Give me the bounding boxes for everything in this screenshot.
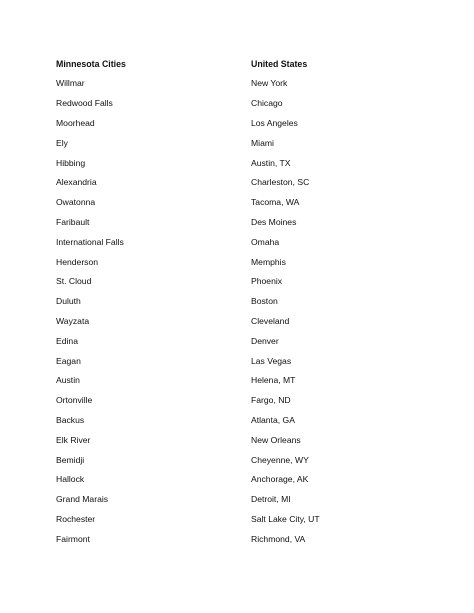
cities-table: [56, 54, 356, 549]
minnesota-city-cell: Fairmont: [56, 533, 90, 544]
us-city-cell: Richmond, VA: [251, 533, 306, 544]
minnesota-city-cell: Grand Marais: [56, 494, 109, 505]
us-city-cell: New York: [251, 78, 288, 89]
minnesota-city-cell: St. Cloud: [56, 276, 92, 287]
minnesota-city-cell: Elk River: [56, 434, 91, 445]
table-row: [56, 74, 356, 94]
us-city-cell: Austin, TX: [251, 157, 291, 168]
minnesota-city-cell: Ely: [56, 137, 68, 148]
table-row: [56, 430, 356, 450]
table-row: [56, 153, 356, 173]
us-city-cell: Las Vegas: [251, 355, 292, 366]
minnesota-city-cell: Alexandria: [56, 177, 97, 188]
us-city-cell: Denver: [251, 335, 279, 346]
us-city-cell: Salt Lake City, UT: [251, 513, 320, 524]
table-row: [56, 391, 356, 411]
table-row: [56, 193, 356, 213]
table-row: [56, 371, 356, 391]
table-row: [56, 311, 356, 331]
us-city-cell: Des Moines: [251, 216, 297, 227]
table-body: [56, 74, 356, 549]
table-row: [56, 272, 356, 292]
table-row: [56, 173, 356, 193]
us-city-cell: Anchorage, AK: [251, 474, 309, 485]
us-city-cell: Chicago: [251, 98, 283, 109]
minnesota-city-cell: Faribault: [56, 216, 90, 227]
minnesota-city-cell: Ortonville: [56, 395, 93, 406]
minnesota-city-cell: Hallock: [56, 474, 85, 485]
minnesota-city-cell: International Falls: [56, 236, 124, 247]
minnesota-city-cell: Austin: [56, 375, 80, 386]
table-row: [56, 94, 356, 114]
us-city-cell: Cleveland: [251, 315, 290, 326]
table-row: [56, 351, 356, 371]
table-row: [56, 331, 356, 351]
us-city-cell: Omaha: [251, 236, 280, 247]
header-minnesota-cities: Minnesota Cities: [56, 58, 126, 69]
us-city-cell: Cheyenne, WY: [251, 454, 309, 465]
us-city-cell: Charleston, SC: [251, 177, 310, 188]
table-row: [56, 450, 356, 470]
minnesota-city-cell: Rochester: [56, 513, 96, 524]
table-row: [56, 529, 356, 549]
minnesota-city-cell: Backus: [56, 414, 85, 425]
minnesota-city-cell: Hibbing: [56, 157, 86, 168]
minnesota-city-cell: Henderson: [56, 256, 99, 267]
minnesota-city-cell: Wayzata: [56, 315, 90, 326]
us-city-cell: Atlanta, GA: [251, 414, 295, 425]
us-city-cell: Fargo, ND: [251, 395, 291, 406]
minnesota-city-cell: Bemidji: [56, 454, 85, 465]
minnesota-city-cell: Owatonna: [56, 197, 96, 208]
minnesota-city-cell: Eagan: [56, 355, 81, 366]
table-row: [56, 509, 356, 529]
table-row: [56, 133, 356, 153]
table-header-row: [56, 54, 356, 74]
minnesota-city-cell: Redwood Falls: [56, 98, 113, 109]
table-row: [56, 490, 356, 510]
table-row: [56, 212, 356, 232]
table-row: [56, 292, 356, 312]
table-row: [56, 232, 356, 252]
minnesota-city-cell: Duluth: [56, 296, 81, 307]
us-city-cell: Los Angeles: [251, 117, 298, 128]
us-city-cell: Miami: [251, 137, 274, 148]
header-united-states: United States: [251, 58, 308, 69]
minnesota-city-cell: Moorhead: [56, 117, 95, 128]
minnesota-city-cell: Willmar: [56, 78, 85, 89]
minnesota-city-cell: Edina: [56, 335, 78, 346]
table-row: [56, 113, 356, 133]
us-city-cell: Tacoma, WA: [251, 197, 300, 208]
table-row: [56, 470, 356, 490]
us-city-cell: New Orleans: [251, 434, 301, 445]
table-row: [56, 410, 356, 430]
us-city-cell: Phoenix: [251, 276, 283, 287]
us-city-cell: Memphis: [251, 256, 286, 267]
us-city-cell: Detroit, MI: [251, 494, 291, 505]
us-city-cell: Helena, MT: [251, 375, 296, 386]
table-row: [56, 252, 356, 272]
us-city-cell: Boston: [251, 296, 278, 307]
